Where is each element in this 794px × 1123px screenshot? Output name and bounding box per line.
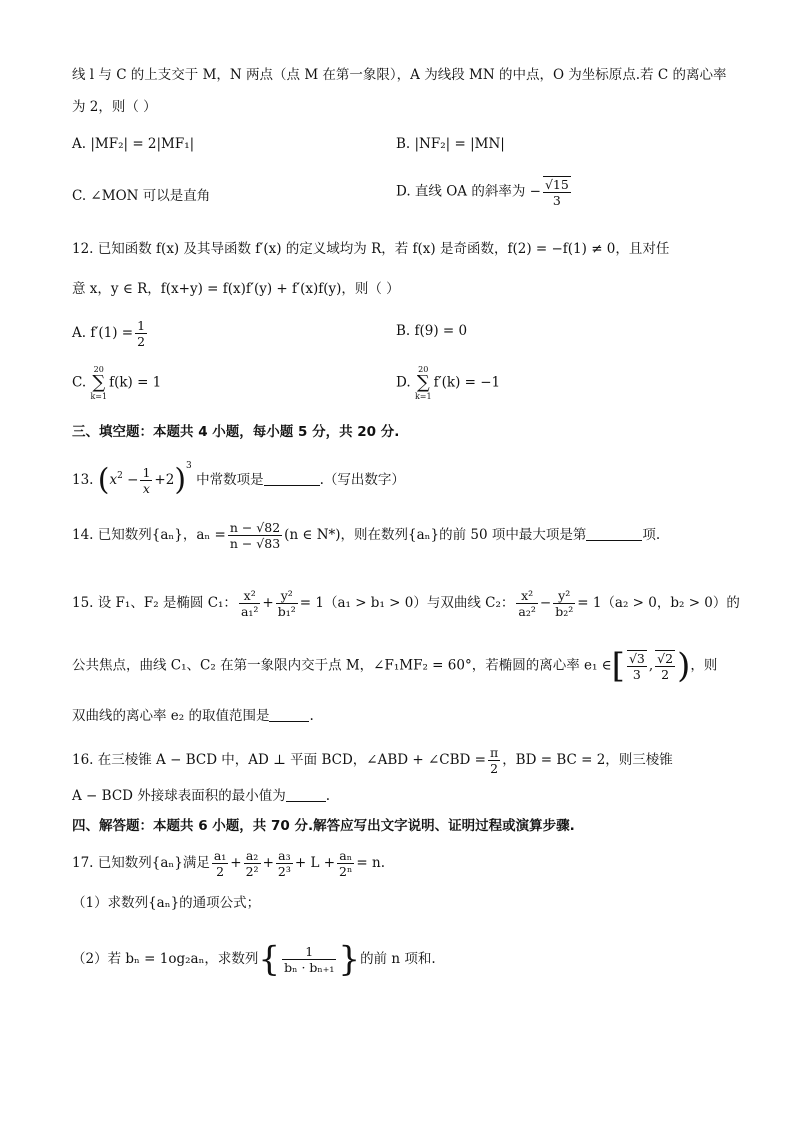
q13-answer-blank[interactable]: [264, 471, 320, 486]
q16-answer-blank[interactable]: [286, 787, 326, 802]
q17-part-1: （1）求数列{aₙ}的通项公式；: [72, 895, 261, 911]
q15-line2: 公共焦点，曲线 C₁、C₂ 在第一象限内交于点 M，∠F₁MF₂ = 60°，若椭圆的离心率 e₁ ∈[ $\frac{√3}{3}$ , $\frac{√2}{2}$ )，则: [72, 646, 718, 686]
q15-line3: 双曲线的离心率 e₂ 的取值范围是 .: [72, 708, 314, 724]
q14-answer-blank[interactable]: [586, 526, 642, 541]
q12-option-a: A. f′(1) = $\frac{1}{2}$: [72, 318, 146, 349]
q11-option-c: C. ∠MON 可以是直角: [72, 188, 211, 204]
q15-line1: 15. 设 F₁、F₂ 是椭圆 C₁： $\frac{\text{x²}}{\text{a₁²}}$ + $\frac{\text{y²}}{\text{b₁²}}$ = 1（a₁ > b₁ > 0）与双曲线 C₂： $\frac{\text{x²}}{\text{a₂²}}$ − $\frac{\text{y²}}{\text{b₂²}}$ = 1（a₂ > 0，b₂ > 0）的: [72, 588, 740, 619]
q16-line1: 16. 在三棱锥 A − BCD 中，AD ⊥ 平面 BCD，∠ABD + ∠CBD = $\frac{\pi}{2}$ ，BD = BC = 2，则三棱锥: [72, 745, 673, 776]
q11-line1: 线 l 与 C 的上支交于 M，N 两点（点 M 在第一象限），A 为线段 MN 的中点，O 为坐标原点.若 C 的离心率: [72, 67, 727, 83]
q14: 14. 已知数列{aₙ}，aₙ = $\frac{n - √82}{n - √83}$ (n ∈ N*)，则在数列{aₙ}的前 50 项中最大项是第 项.: [72, 520, 661, 551]
q13: 13. ($x^2$ − $\frac{1}{x}$ +2)$^3$ 中常数项是 .（写出数字）: [72, 461, 405, 498]
q11-option-b: B. |NF₂| = |MN|: [396, 136, 505, 152]
q12-line1: 12. 已知函数 f(x) 及其导函数 f′(x) 的定义域均为 R，若 f(x) 是奇函数，f(2) = −f(1) ≠ 0，且对任: [72, 241, 670, 257]
section-3-heading: 三、填空题：本题共 4 小题，每小题 5 分，共 20 分.: [72, 424, 400, 440]
q12-option-b: B. f(9) = 0: [396, 323, 468, 339]
q12-option-c: C. 20 ∑ k=1 f(k) = 1: [72, 365, 162, 401]
q12-line2: 意 x，y ∈ R，f(x+y) = f(x)f′(y) + f′(x)f(y)，则（ ）: [72, 281, 400, 297]
q17-stem: 17. 已知数列{aₙ}满足 $\frac{\text{a₁}}{2}$ + $\frac{\text{a₂}}{\text{2²}}$ + $\frac{\text{a₃}}{\text{2³}}$ + L + $\frac{\text{aₙ}}{\text{2ⁿ}}$ = n.: [72, 848, 385, 879]
q11-option-a: A. |MF₂| = 2|MF₁|: [72, 136, 195, 152]
q15-answer-blank[interactable]: [269, 707, 309, 722]
q11-option-d: D. 直线 OA 的斜率为 − $\frac{√15}{3}$: [396, 177, 569, 208]
q17-part-2: （2）若 bₙ = 1og₂aₙ，求数列{ $\frac{1}{\text{bₙ · bₙ₊₁}}$ }的前 n 项和.: [72, 939, 436, 980]
q11-line2: 为 2，则（ ）: [72, 99, 157, 115]
section-4-heading: 四、解答题：本题共 6 小题，共 70 分.解答应写出文字说明、证明过程或演算步骤.: [72, 818, 575, 834]
q16-line2: A − BCD 外接球表面积的最小值为 .: [72, 788, 331, 804]
q12-option-d: D. 20 ∑ k=1 f′(k) = −1: [396, 365, 501, 401]
